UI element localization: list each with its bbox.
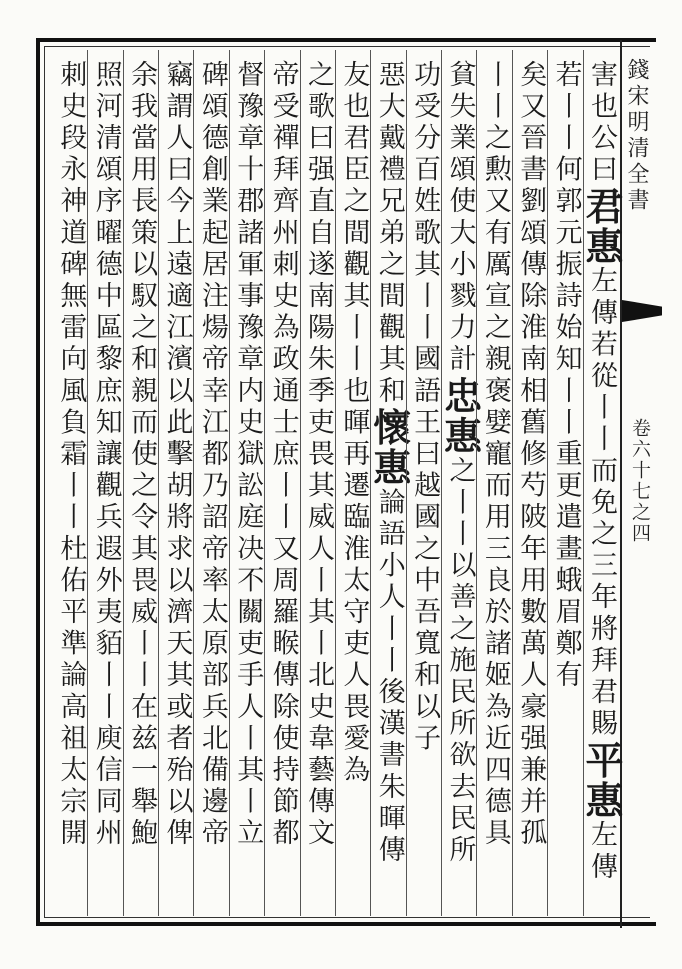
text-column (52, 50, 87, 916)
text-column (229, 50, 264, 916)
text-run: 照河清頌序曜德中區黎庶知讓觀兵遐外夷貊丨丨庾信同州 (90, 60, 122, 850)
text-columns (52, 50, 623, 916)
text-column (193, 50, 228, 916)
headword: 懷惠 (366, 407, 411, 488)
text-run: 帝受禪拜齊州刺史為政通士庶丨丨又周羅睺傳除使持節都 (267, 60, 299, 850)
text-run: 左傳 (585, 820, 617, 884)
text-column (547, 50, 582, 916)
text-run: 鄭有 (550, 628, 582, 693)
volume-label: 卷六十七之四 (629, 418, 651, 544)
text-run: 督豫章十郡諸軍事豫章内史獄訟庭决不關吏手人丨其丨立 (232, 60, 264, 850)
text-run: 竊謂人曰今上遠適江濱以此擊胡將求以濟天其或者殆以俾 (161, 60, 193, 850)
text-run: 若丨丨何 (550, 60, 582, 187)
headword: 平惠 (578, 740, 623, 821)
text-column (158, 50, 193, 916)
text-column (264, 50, 299, 916)
book-title: 錢宋明清全書 (624, 58, 649, 214)
text-column (512, 50, 547, 916)
text-column (366, 50, 411, 916)
text-run: 碑頌德創業起居注煬帝幸江都乃詔帝率太原部兵北備邊帝 (196, 60, 228, 850)
text-run: 惡大戴禮兄弟之間觀其和 (373, 60, 405, 408)
text-run: 余我當用長策以馭之和親而使之令其畏威丨丨在兹一舉鮑 (126, 60, 158, 850)
text-column (87, 50, 122, 916)
text-run: 丨丨之勲又有厲宣之親褒嬖寵而用三良於諸姬為近四德具 (479, 60, 511, 850)
text-column (335, 50, 370, 916)
text-column (300, 50, 335, 916)
text-column (578, 50, 623, 916)
text-column (406, 50, 441, 916)
text-run: 郭元振詩始知丨丨重更遣畫蛾眉 (550, 186, 582, 629)
text-column (476, 50, 511, 916)
text-run: 暉再遷臨淮太守吏人畏愛為 (338, 407, 370, 787)
text-run: 貧失業頌使大小戮力計 (444, 60, 476, 376)
text-run: 矣又晉書劉頌傳除淮南相舊修芍陂年用數萬人豪强兼并孤 (515, 60, 547, 850)
headword: 忠惠 (437, 376, 482, 456)
text-run: 之丨丨以善之施民所欲去民所 (444, 456, 476, 867)
text-run: 功受分百姓歌其丨丨 (409, 60, 441, 345)
headword: 君惠 (578, 186, 623, 267)
text-run: 左傳若從丨丨而免之三年將拜君賜 (585, 266, 617, 741)
text-run: 刺史段永神道碑無雷向風負霜丨丨杜佑平準論高祖太宗開 (55, 60, 87, 850)
text-run: 之歌曰强直自遂南陽朱季吏畏其威人丨其丨北史韋藝傳文 (302, 60, 334, 850)
text-column (437, 50, 482, 916)
text-run: 論語小人丨丨後漢書朱暉傳 (373, 487, 405, 867)
text-run: 國語王曰越國之中吾寬和以子 (409, 344, 441, 756)
text-column (123, 50, 158, 916)
text-run: 害也公曰 (585, 60, 617, 187)
text-run: 友也君臣之間觀其丨丨也 (338, 60, 370, 408)
